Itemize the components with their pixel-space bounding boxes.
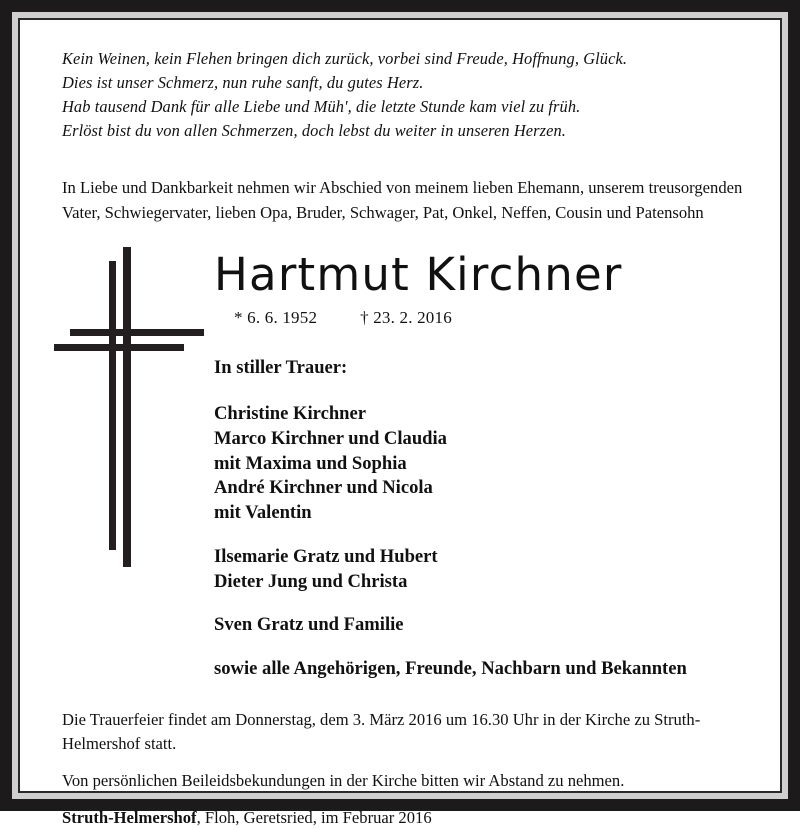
memorial-section <box>44 243 756 682</box>
poem-line-3: Hab tausend Dank für alle Liebe und Müh', die letzte Stunde kam viel zu früh. <box>62 97 581 117</box>
mourner-group-siblings <box>214 545 756 594</box>
poem-line-1: Kein Weinen, kein Flehen bringen dich zurück, vorbei sind Freude, Hoffnung, Glück. <box>62 49 628 68</box>
mourners-closing-line: sowie alle Angehörigen, Freunde, Nachbarn und Bekannten <box>214 658 687 680</box>
death-date: † 23. 2. 2016 <box>360 307 452 327</box>
mourning-heading: In stiller Trauer: <box>214 356 348 378</box>
mourner-group-extended <box>214 613 756 638</box>
mourner-name: mit Maxima und Sophia <box>214 452 407 474</box>
poem-line-2: Dies ist unser Schmerz, nun ruhe sanft, du gutes Herz. <box>62 73 424 93</box>
memorial-poem <box>62 47 756 143</box>
mourner-name: Christine Kirchner <box>214 403 367 425</box>
birth-date: * 6. 6. 1952 <box>234 307 318 327</box>
christian-cross-icon <box>54 247 204 567</box>
service-details <box>62 708 756 830</box>
deceased-name: Hartmut Kirchner <box>214 247 623 301</box>
mourner-name: Marco Kirchner und Claudia <box>214 428 447 449</box>
mourner-name: mit Valentin <box>214 502 312 524</box>
mourner-group-immediate-family <box>214 402 756 526</box>
place-name: Struth-Helmershof <box>62 807 197 827</box>
poem-line-4: Erlöst bist du von allen Schmerzen, doch lebst du weiter in unseren Herzen. <box>62 121 567 141</box>
mourners-list <box>214 356 756 682</box>
notice-content <box>20 20 780 827</box>
mourner-name: André Kirchner und Nicola <box>214 477 433 499</box>
intro-paragraph: In Liebe und Dankbarkeit nehmen wir Abschied von meinem lieben Ehemann, unserem treusorgenden Vater, Schwiegervater, lieben Opa, Bruder, Schwager, Pat, Onkel, Neffen, Cousin und Patensohn <box>62 178 743 222</box>
mourner-name: Ilsemarie Gratz und Hubert <box>214 545 438 567</box>
mourner-name: Dieter Jung und Christa <box>214 570 408 592</box>
cross-vertical-back-bar <box>109 261 116 550</box>
condolence-note: Von persönlichen Beileidsbekundungen in der Kirche bitten wir Abstand zu nehmen. <box>62 770 625 790</box>
cross-horizontal-upper-bar <box>70 329 204 336</box>
place-date-rest: , Floh, Geretsried, im Februar 2016 <box>196 807 432 827</box>
funeral-service-info: Die Trauerfeier findet am Donnerstag, dem 3. März 2016 um 16.30 Uhr in der Kirche zu Struth-Helmershof statt. <box>62 709 701 753</box>
life-dates <box>234 308 756 328</box>
cross-vertical-front-bar <box>123 247 131 567</box>
cross-horizontal-lower-bar <box>54 344 184 351</box>
place-and-date-line <box>62 806 756 830</box>
mourner-name: Sven Gratz und Familie <box>214 614 404 636</box>
